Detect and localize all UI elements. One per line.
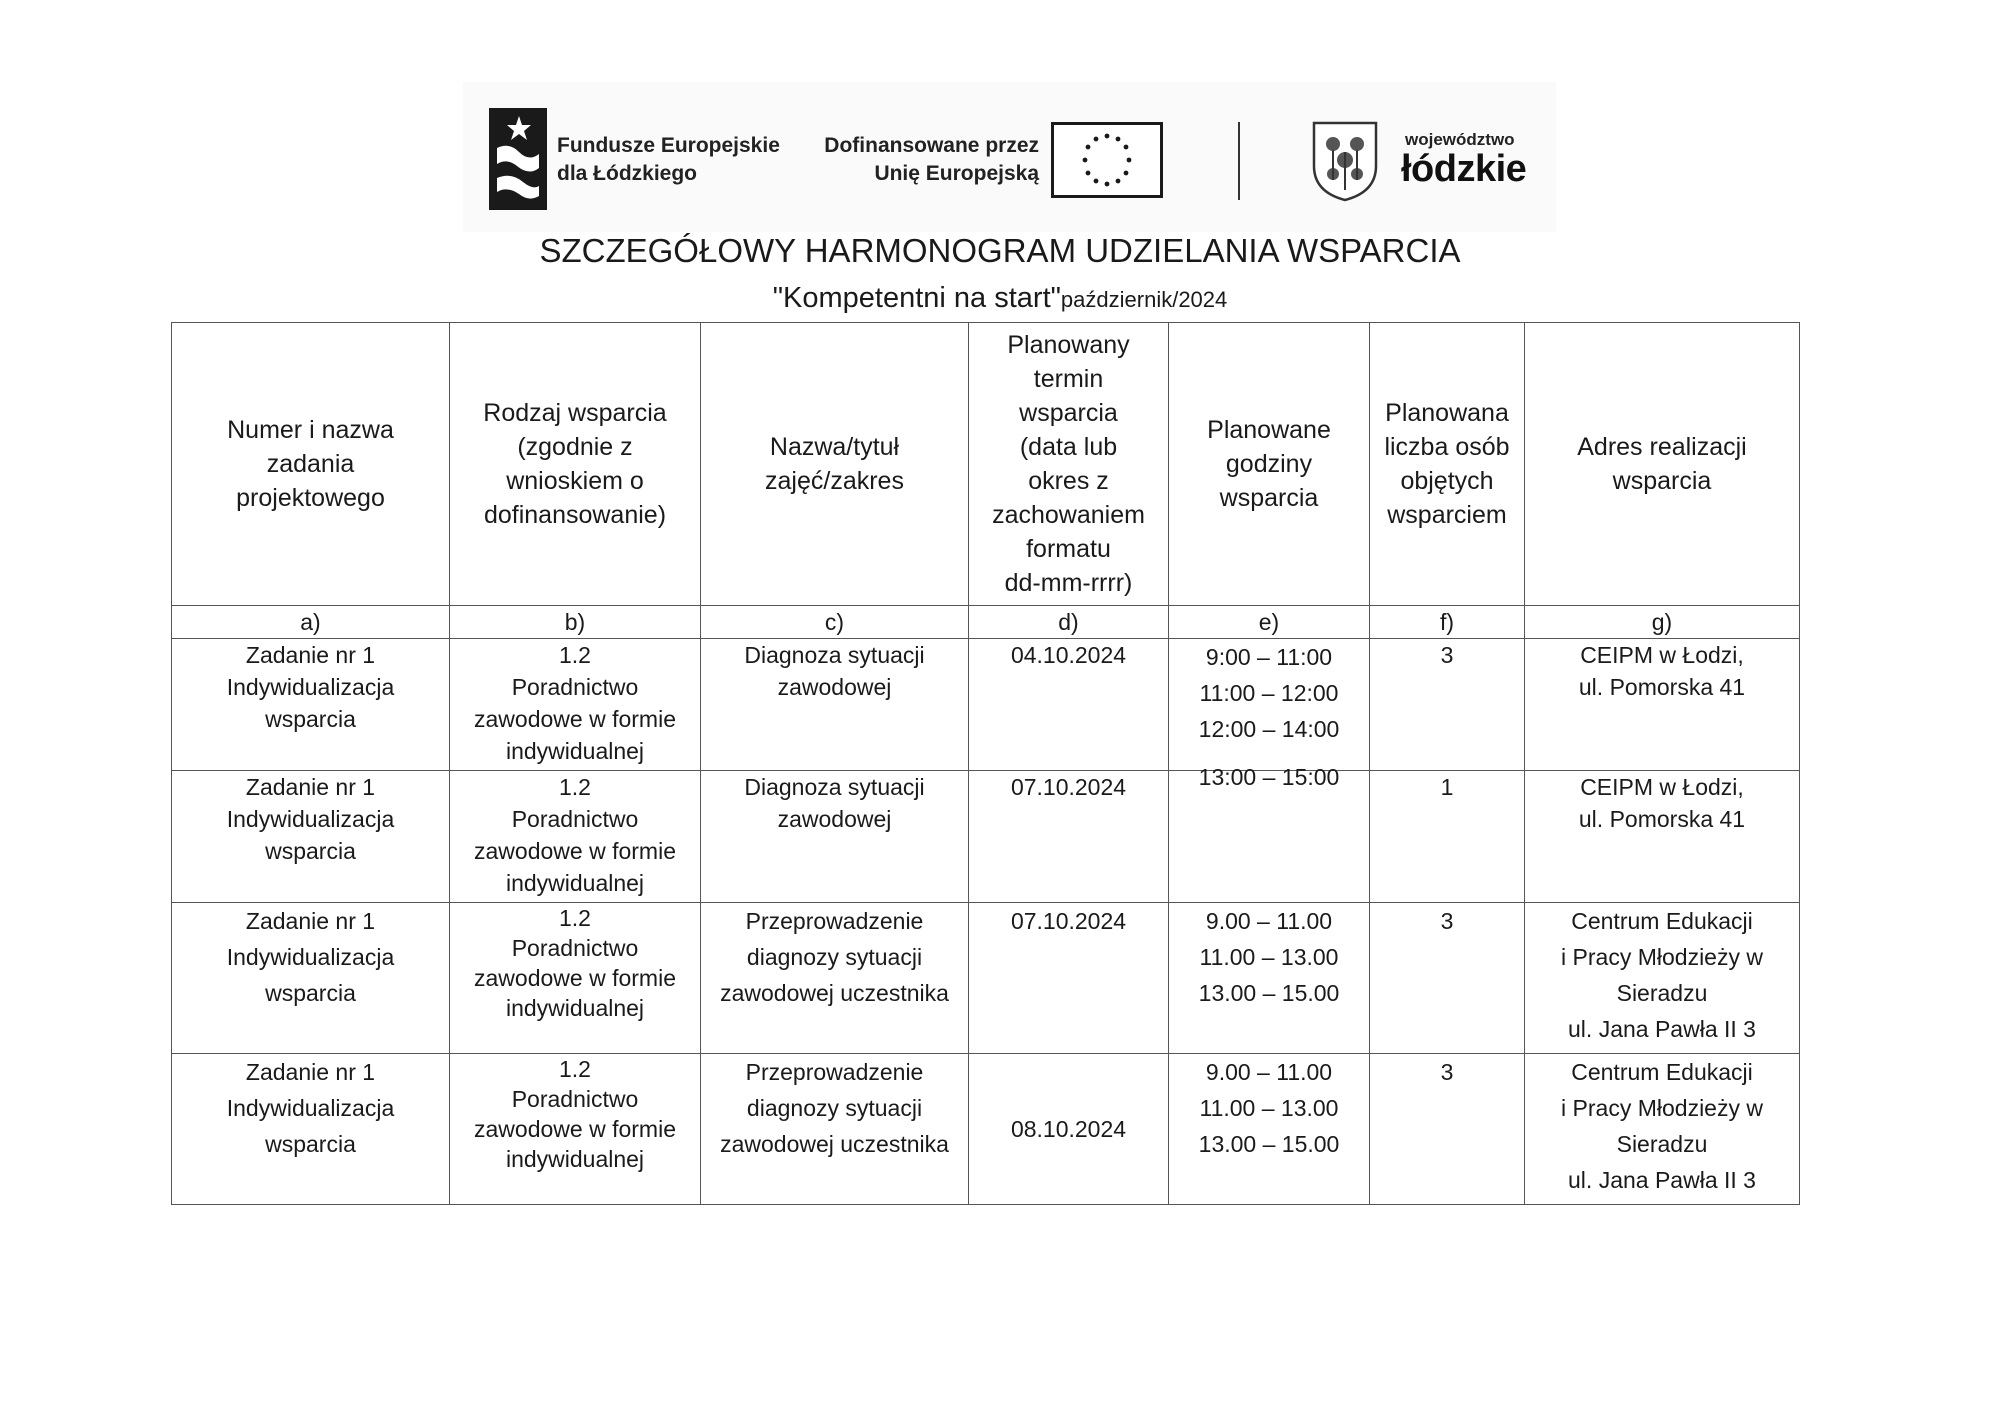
class-name-cell: Przeprowadzenie diagnozy sytuacji zawodowej uczestnika (701, 903, 969, 1054)
project-name: "Kompetentni na start" (772, 282, 1061, 314)
table-row (172, 903, 1800, 1054)
header-address: Adres realizacji wsparcia (1525, 323, 1800, 606)
fe-logo-text (557, 132, 780, 188)
header-planned-date: Planowany termin wsparcia (data lub okres z zachowaniem formatu dd-mm-rrrr) (969, 323, 1169, 606)
eu-line-1: Dofinansowane przez (824, 134, 1039, 157)
address-cell: CEIPM w Łodzi, ul. Pomorska 41 (1525, 771, 1800, 903)
address-cell: Centrum Edukacji i Pracy Młodzieży w Sieradzu ul. Jana Pawła II 3 (1525, 1054, 1800, 1205)
header-row (172, 323, 1800, 606)
header-support-type: Rodzaj wsparcia (zgodnie z wnioskiem o dofinansowanie) (450, 323, 701, 606)
fundusze-europejskie-logo (489, 108, 547, 210)
region-name-small: województwo (1405, 130, 1515, 149)
letter-cell: f) (1370, 606, 1525, 639)
header-participant-count: Planowana liczba osób objętych wsparciem (1370, 323, 1525, 606)
fe-line-2: dla Łódzkiego (557, 162, 698, 185)
letter-cell: c) (701, 606, 969, 639)
eu-logo-text (819, 132, 1039, 188)
region-name-big: łódzkie (1401, 148, 1527, 190)
letter-cell: g) (1525, 606, 1800, 639)
support-type-cell: 1.2 Poradnictwo zawodowe w formie indywidualnej (450, 771, 701, 903)
class-name-cell: Diagnoza sytuacji zawodowej (701, 771, 969, 903)
page-title: SZCZEGÓŁOWY HARMONOGRAM UDZIELANIA WSPARCIA (539, 232, 1461, 269)
header-class-name: Nazwa/tytuł zajęć/zakres (701, 323, 969, 606)
table-row (172, 1054, 1800, 1205)
letter-cell: d) (969, 606, 1169, 639)
task-cell: Zadanie nr 1 Indywidualizacja wsparcia (172, 639, 450, 771)
hours-cell: 9.00 – 11.00 11.00 – 13.00 13.00 – 15.00 (1169, 1054, 1370, 1205)
hours-cell: 13:00 – 15:00 (1169, 771, 1370, 903)
task-cell: Zadanie nr 1 Indywidualizacja wsparcia (172, 771, 450, 903)
count-cell: 3 (1370, 903, 1525, 1054)
logo-band (463, 82, 1556, 232)
class-name-cell: Przeprowadzenie diagnozy sytuacji zawodowej uczestnika (701, 1054, 969, 1205)
letters-row (172, 606, 1800, 639)
table-row (172, 771, 1800, 903)
logo-separator (1238, 122, 1240, 200)
letter-cell: b) (450, 606, 701, 639)
header-planned-hours: Planowane godziny wsparcia (1169, 323, 1370, 606)
hours-cell: 9:00 – 11:00 11:00 – 12:00 12:00 – 14:00 (1169, 639, 1370, 771)
count-cell: 1 (1370, 771, 1525, 903)
task-cell: Zadanie nr 1 Indywidualizacja wsparcia (172, 903, 450, 1054)
support-type-cell: 1.2 Poradnictwo zawodowe w formie indywidualnej (450, 903, 701, 1054)
letter-cell: e) (1169, 606, 1370, 639)
date-cell: 08.10.2024 (969, 1054, 1169, 1205)
date-cell: 04.10.2024 (969, 639, 1169, 771)
fe-line-1: Fundusze Europejskie (557, 134, 780, 157)
count-cell: 3 (1370, 639, 1525, 771)
eu-flag-icon (1051, 122, 1163, 198)
address-cell: CEIPM w Łodzi, ul. Pomorska 41 (1525, 639, 1800, 771)
date-cell: 07.10.2024 (969, 771, 1169, 903)
support-type-cell: 1.2 Poradnictwo zawodowe w formie indywidualnej (450, 1054, 701, 1205)
address-cell: Centrum Edukacji i Pracy Młodzieży w Sieradzu ul. Jana Pawła II 3 (1525, 903, 1800, 1054)
class-name-cell: Diagnoza sytuacji zawodowej (701, 639, 969, 771)
month-label: październik/2024 (1060, 287, 1228, 312)
schedule-table (171, 322, 1800, 1205)
count-cell: 3 (1370, 1054, 1525, 1205)
letter-cell: a) (172, 606, 450, 639)
eu-line-2: Unię Europejską (874, 162, 1039, 185)
date-cell: 07.10.2024 (969, 903, 1169, 1054)
page-subtitle (0, 282, 2000, 315)
hours-cell: 9.00 – 11.00 11.00 – 13.00 13.00 – 15.00 (1169, 903, 1370, 1054)
task-cell: Zadanie nr 1 Indywidualizacja wsparcia (172, 1054, 450, 1205)
support-type-cell: 1.2 Poradnictwo zawodowe w formie indywidualnej (450, 639, 701, 771)
header-task: Numer i nazwa zadania projektowego (172, 323, 450, 606)
table-row (172, 639, 1800, 771)
region-crest-icon (1311, 120, 1379, 202)
